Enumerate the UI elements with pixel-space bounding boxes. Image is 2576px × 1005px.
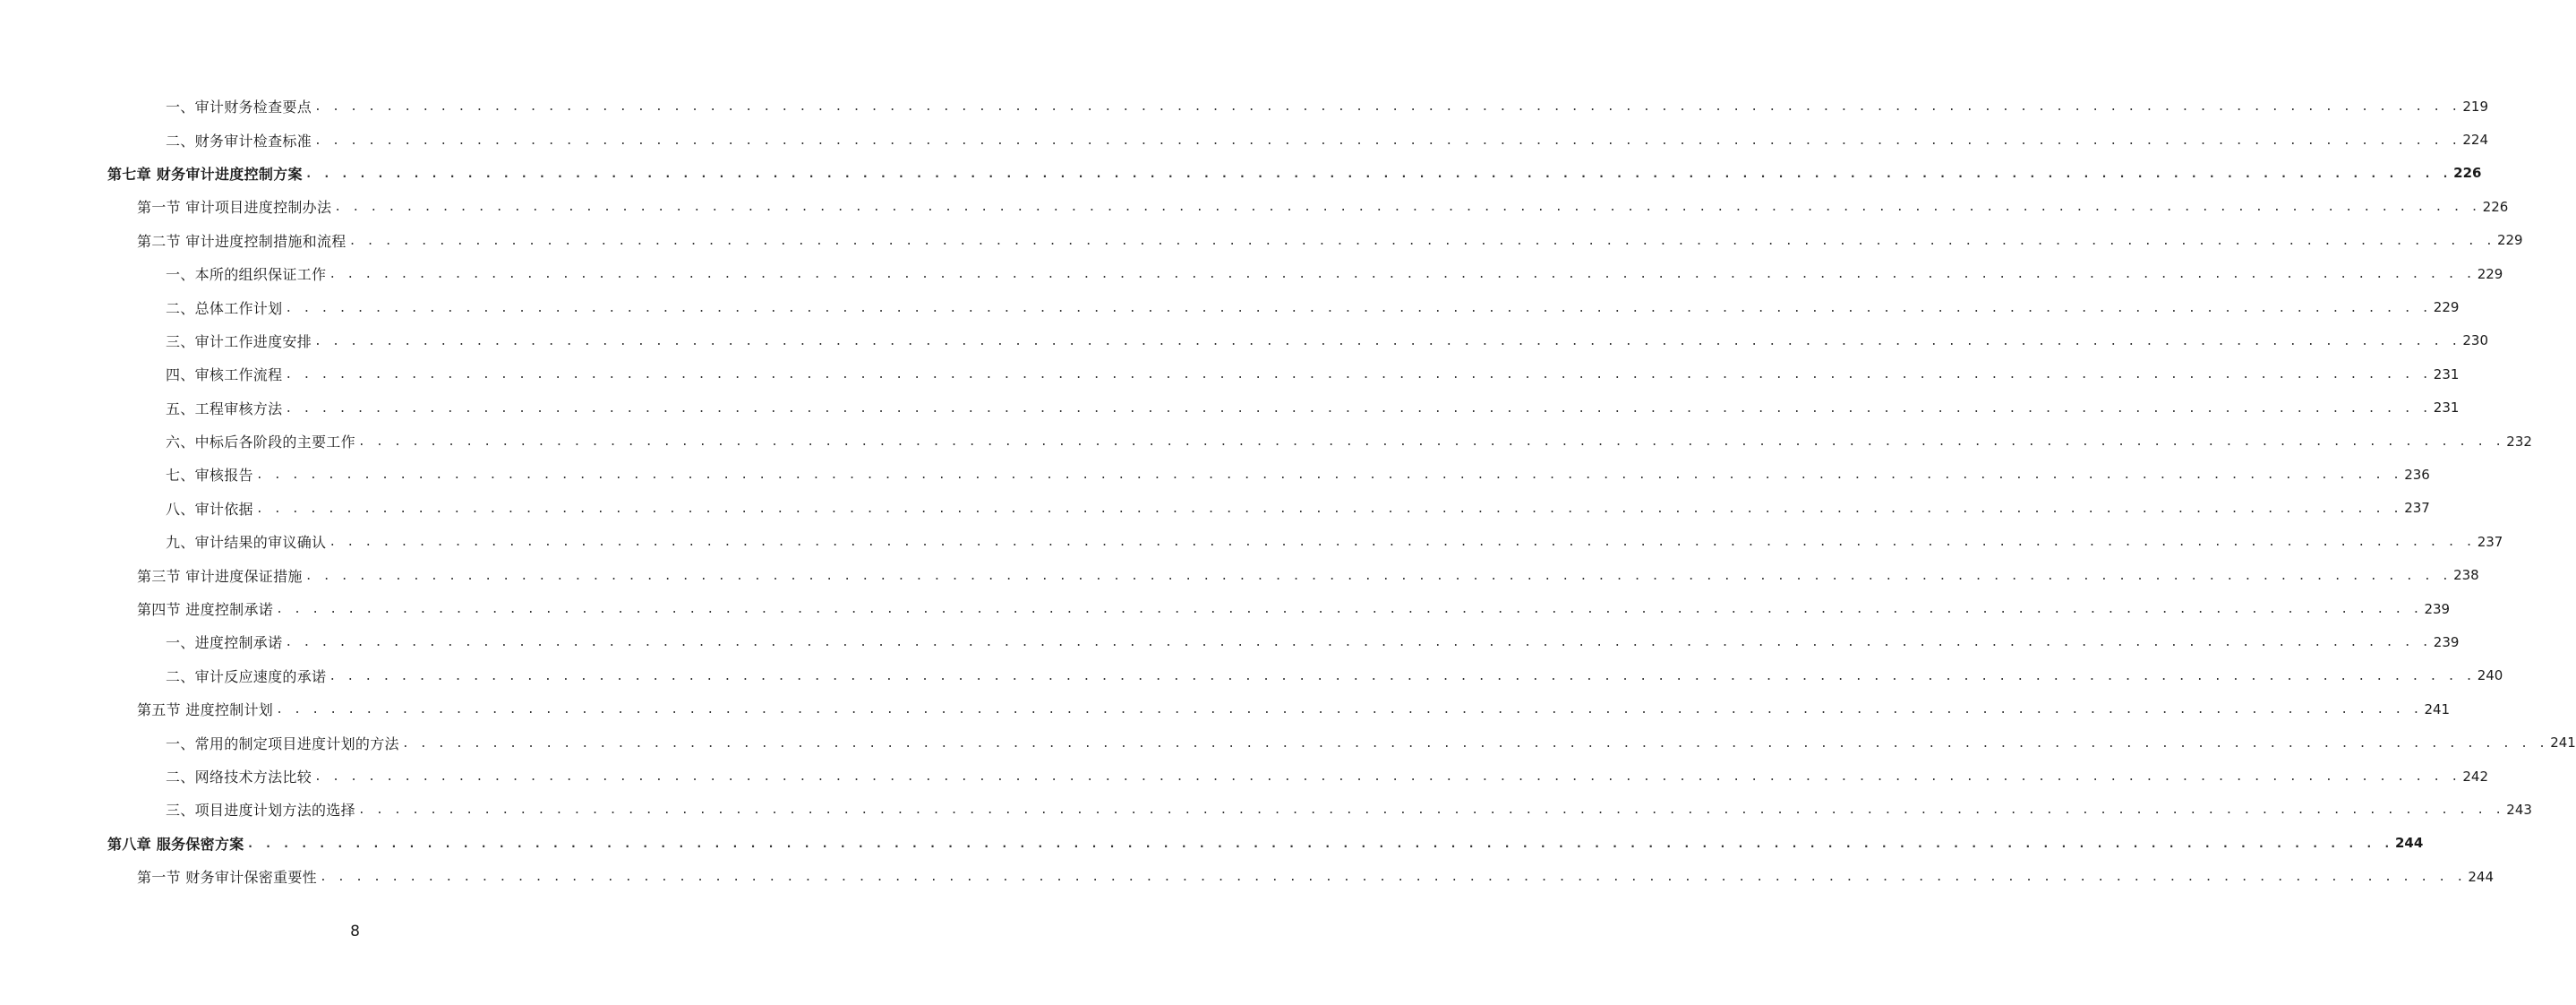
toc-entry-label: 三、项目进度计划方法的选择: [166, 802, 355, 820]
dot-leader: . . . . . . . . . . . . . . . . . . . . . . . . . . . . . . . . . . . . . . . . . . . . . . . . . . . . . . . . . . . . . . . . . . . . . . . . . . . . . . . . . . . . . . . . . . . . . . . . . . . . . . . . . . . . . . . . . . . . . . . .: [401, 736, 2548, 751]
toc-entry-item[interactable]: [0, 391, 2460, 425]
toc-entry-chapter[interactable]: [0, 827, 2424, 860]
toc-entry-label: 第八章 服务保密方案: [107, 835, 244, 853]
toc-entry-item[interactable]: [0, 760, 2489, 793]
toc-entry-item[interactable]: [0, 90, 2489, 123]
table-of-contents: [0, 90, 2576, 893]
toc-entry-page: 231: [2433, 365, 2460, 382]
dot-leader: . . . . . . . . . . . . . . . . . . . . . . . . . . . . . . . . . . . . . . . . . . . . . . . . . . . . . . . . . . . . . . . . . . . . . . . . . . . . . . . . . . . . . . . . . . . . . . . . . . . . . . . . . . . . . . . . . . . . . . . .: [357, 435, 2504, 450]
toc-entry-label: 第五节 进度控制计划: [137, 701, 274, 719]
toc-entry-page: 239: [2424, 600, 2451, 617]
dot-leader: . . . . . . . . . . . . . . . . . . . . . . . . . . . . . . . . . . . . . . . . . . . . . . . . . . . . . . . . . . . . . . . . . . . . . . . . . . . . . . . . . . . . . . . . . . . . . . . . . . . . . . . . . . . . . . . . . . . . . . . .: [304, 167, 2452, 181]
dot-leader: . . . . . . . . . . . . . . . . . . . . . . . . . . . . . . . . . . . . . . . . . . . . . . . . . . . . . . . . . . . . . . . . . . . . . . . . . . . . . . . . . . . . . . . . . . . . . . . . . . . . . . . . . . . . . . . . . . . . . . . .: [314, 100, 2460, 115]
toc-entry-item[interactable]: [0, 659, 2503, 692]
toc-entry-page: 242: [2462, 768, 2489, 785]
dot-leader: . . . . . . . . . . . . . . . . . . . . . . . . . . . . . . . . . . . . . . . . . . . . . . . . . . . . . . . . . . . . . . . . . . . . . . . . . . . . . . . . . . . . . . . . . . . . . . . . . . . . . . . . . . . . . . . . . . . . . . . .: [329, 268, 2475, 282]
toc-entry-label: 一、本所的组织保证工作: [166, 266, 327, 284]
dot-leader: . . . . . . . . . . . . . . . . . . . . . . . . . . . . . . . . . . . . . . . . . . . . . . . . . . . . . . . . . . . . . . . . . . . . . . . . . . . . . . . . . . . . . . . . . . . . . . . . . . . . . . . . . . . . . . . . . . . . . . . .: [276, 703, 2422, 717]
dot-leader: . . . . . . . . . . . . . . . . . . . . . . . . . . . . . . . . . . . . . . . . . . . . . . . . . . . . . . . . . . . . . . . . . . . . . . . . . . . . . . . . . . . . . . . . . . . . . . . . . . . . . . . . . . . . . . . . . . . . . . . .: [357, 803, 2504, 818]
toc-entry-label: 第二节 审计进度控制措施和流程: [137, 232, 347, 250]
dot-leader: . . . . . . . . . . . . . . . . . . . . . . . . . . . . . . . . . . . . . . . . . . . . . . . . . . . . . . . . . . . . . . . . . . . . . . . . . . . . . . . . . . . . . . . . . . . . . . . . . . . . . . . . . . . . . . . . . . . . . . . .: [285, 301, 2431, 315]
toc-entry-section[interactable]: [0, 860, 2495, 893]
toc-entry-section[interactable]: [0, 190, 2509, 223]
toc-entry-label: 三、审计工作进度安排: [166, 332, 312, 350]
dot-leader: . . . . . . . . . . . . . . . . . . . . . . . . . . . . . . . . . . . . . . . . . . . . . . . . . . . . . . . . . . . . . . . . . . . . . . . . . . . . . . . . . . . . . . . . . . . . . . . . . . . . . . . . . . . . . . . . . . . . . . . .: [334, 201, 2480, 215]
toc-entry-label: 五、工程审核方法: [166, 399, 283, 417]
dot-leader: . . . . . . . . . . . . . . . . . . . . . . . . . . . . . . . . . . . . . . . . . . . . . . . . . . . . . . . . . . . . . . . . . . . . . . . . . . . . . . . . . . . . . . . . . . . . . . . . . . . . . . . . . . . . . . . . . . . . . . . .: [276, 603, 2422, 617]
toc-entry-label: 二、总体工作计划: [166, 299, 283, 317]
toc-entry-label: 一、进度控制承诺: [166, 634, 283, 652]
dot-leader: . . . . . . . . . . . . . . . . . . . . . . . . . . . . . . . . . . . . . . . . . . . . . . . . . . . . . . . . . . . . . . . . . . . . . . . . . . . . . . . . . . . . . . . . . . . . . . . . . . . . . . . . . . . . . . . . . . . . . . . .: [304, 569, 2452, 583]
toc-entry-section[interactable]: [0, 692, 2451, 726]
toc-entry-page: 226: [2453, 165, 2482, 182]
toc-entry-label: 二、审计反应速度的承诺: [166, 667, 327, 685]
dot-leader: . . . . . . . . . . . . . . . . . . . . . . . . . . . . . . . . . . . . . . . . . . . . . . . . . . . . . . . . . . . . . . . . . . . . . . . . . . . . . . . . . . . . . . . . . . . . . . . . . . . . . . . . . . . . . . . . . . . . . . . .: [255, 502, 2402, 516]
toc-entry-label: 二、网络技术方法比较: [166, 769, 312, 786]
dot-leader: . . . . . . . . . . . . . . . . . . . . . . . . . . . . . . . . . . . . . . . . . . . . . . . . . . . . . . . . . . . . . . . . . . . . . . . . . . . . . . . . . . . . . . . . . . . . . . . . . . . . . . . . . . . . . . . . . . . . . . . .: [314, 133, 2460, 148]
toc-entry-page: 232: [2506, 433, 2532, 450]
toc-entry-item[interactable]: [0, 357, 2460, 391]
toc-entry-item[interactable]: [0, 425, 2532, 458]
toc-entry-chapter[interactable]: [0, 157, 2482, 190]
toc-entry-page: 241: [2424, 700, 2451, 717]
toc-entry-page: 219: [2462, 98, 2489, 115]
toc-entry-label: 第四节 进度控制承诺: [137, 601, 274, 619]
dot-leader: . . . . . . . . . . . . . . . . . . . . . . . . . . . . . . . . . . . . . . . . . . . . . . . . . . . . . . . . . . . . . . . . . . . . . . . . . . . . . . . . . . . . . . . . . . . . . . . . . . . . . . . . . . . . . . . . . . . . . . . .: [348, 234, 2495, 248]
toc-entry-item[interactable]: [0, 525, 2503, 558]
toc-entry-item[interactable]: [0, 324, 2489, 357]
toc-entry-label: 第一节 财务审计保密重要性: [137, 869, 317, 887]
toc-entry-page: 241: [2550, 734, 2576, 752]
toc-entry-page: 229: [2477, 265, 2503, 282]
toc-entry-page: 231: [2433, 399, 2460, 417]
toc-entry-label: 二、财务审计检查标准: [166, 132, 312, 150]
dot-leader: . . . . . . . . . . . . . . . . . . . . . . . . . . . . . . . . . . . . . . . . . . . . . . . . . . . . . . . . . . . . . . . . . . . . . . . . . . . . . . . . . . . . . . . . . . . . . . . . . . . . . . . . . . . . . . . . . . . . . . . .: [285, 401, 2431, 416]
page-number: 8: [350, 923, 360, 941]
toc-entry-item[interactable]: [0, 492, 2430, 525]
toc-entry-page: 229: [2433, 299, 2460, 316]
toc-entry-page: 244: [2394, 835, 2424, 852]
toc-entry-label: 一、审计财务检查要点: [166, 99, 312, 116]
toc-entry-item[interactable]: [0, 290, 2460, 323]
toc-entry-label: 一、常用的制定项目进度计划的方法: [166, 734, 399, 752]
toc-entry-label: 第七章 财务审计进度控制方案: [107, 165, 303, 183]
toc-entry-item[interactable]: [0, 458, 2430, 491]
dot-leader: . . . . . . . . . . . . . . . . . . . . . . . . . . . . . . . . . . . . . . . . . . . . . . . . . . . . . . . . . . . . . . . . . . . . . . . . . . . . . . . . . . . . . . . . . . . . . . . . . . . . . . . . . . . . . . . . . . . . . . . .: [314, 770, 2460, 784]
toc-entry-page: 240: [2477, 667, 2503, 684]
toc-entry-page: 230: [2462, 332, 2489, 349]
toc-entry-label: 六、中标后各阶段的主要工作: [166, 434, 355, 451]
toc-entry-item[interactable]: [0, 625, 2460, 658]
toc-entry-section[interactable]: [0, 558, 2479, 591]
toc-entry-label: 四、审核工作流程: [166, 366, 283, 384]
toc-entry-item[interactable]: [0, 726, 2576, 759]
toc-entry-page: 243: [2506, 801, 2532, 818]
toc-entry-page: 236: [2404, 466, 2430, 483]
dot-leader: . . . . . . . . . . . . . . . . . . . . . . . . . . . . . . . . . . . . . . . . . . . . . . . . . . . . . . . . . . . . . . . . . . . . . . . . . . . . . . . . . . . . . . . . . . . . . . . . . . . . . . . . . . . . . . . . . . . . . . . .: [285, 636, 2431, 650]
toc-entry-label: 七、审核报告: [166, 467, 253, 485]
toc-entry-label: 第三节 审计进度保证措施: [137, 567, 303, 585]
dot-leader: . . . . . . . . . . . . . . . . . . . . . . . . . . . . . . . . . . . . . . . . . . . . . . . . . . . . . . . . . . . . . . . . . . . . . . . . . . . . . . . . . . . . . . . . . . . . . . . . . . . . . . . . . . . . . . . . . . . . . . . .: [329, 669, 2475, 683]
dot-leader: . . . . . . . . . . . . . . . . . . . . . . . . . . . . . . . . . . . . . . . . . . . . . . . . . . . . . . . . . . . . . . . . . . . . . . . . . . . . . . . . . . . . . . . . . . . . . . . . . . . . . . . . . . . . . . . . . . . . . . . .: [246, 837, 2392, 851]
toc-entry-item[interactable]: [0, 257, 2503, 290]
dot-leader: . . . . . . . . . . . . . . . . . . . . . . . . . . . . . . . . . . . . . . . . . . . . . . . . . . . . . . . . . . . . . . . . . . . . . . . . . . . . . . . . . . . . . . . . . . . . . . . . . . . . . . . . . . . . . . . . . . . . . . . .: [255, 468, 2402, 483]
dot-leader: . . . . . . . . . . . . . . . . . . . . . . . . . . . . . . . . . . . . . . . . . . . . . . . . . . . . . . . . . . . . . . . . . . . . . . . . . . . . . . . . . . . . . . . . . . . . . . . . . . . . . . . . . . . . . . . . . . . . . . . .: [285, 368, 2431, 382]
toc-entry-page: 226: [2482, 198, 2509, 215]
toc-entry-page: 237: [2404, 500, 2430, 517]
toc-entry-section[interactable]: [0, 592, 2451, 625]
toc-entry-page: 224: [2462, 132, 2489, 149]
toc-entry-item[interactable]: [0, 793, 2532, 826]
toc-entry-section[interactable]: [0, 224, 2523, 257]
toc-entry-page: 239: [2433, 633, 2460, 650]
dot-leader: . . . . . . . . . . . . . . . . . . . . . . . . . . . . . . . . . . . . . . . . . . . . . . . . . . . . . . . . . . . . . . . . . . . . . . . . . . . . . . . . . . . . . . . . . . . . . . . . . . . . . . . . . . . . . . . . . . . . . . . .: [320, 871, 2466, 885]
toc-entry-page: 244: [2468, 868, 2495, 885]
toc-entry-item[interactable]: [0, 123, 2489, 156]
dot-leader: . . . . . . . . . . . . . . . . . . . . . . . . . . . . . . . . . . . . . . . . . . . . . . . . . . . . . . . . . . . . . . . . . . . . . . . . . . . . . . . . . . . . . . . . . . . . . . . . . . . . . . . . . . . . . . . . . . . . . . . .: [314, 334, 2460, 348]
toc-entry-page: 238: [2453, 567, 2479, 584]
toc-entry-page: 229: [2496, 232, 2523, 249]
toc-entry-label: 第一节 审计项目进度控制办法: [137, 199, 332, 217]
toc-entry-page: 237: [2477, 533, 2503, 550]
toc-entry-label: 九、审计结果的审议确认: [166, 534, 327, 552]
toc-entry-label: 八、审计依据: [166, 500, 253, 518]
dot-leader: . . . . . . . . . . . . . . . . . . . . . . . . . . . . . . . . . . . . . . . . . . . . . . . . . . . . . . . . . . . . . . . . . . . . . . . . . . . . . . . . . . . . . . . . . . . . . . . . . . . . . . . . . . . . . . . . . . . . . . . .: [329, 536, 2475, 550]
